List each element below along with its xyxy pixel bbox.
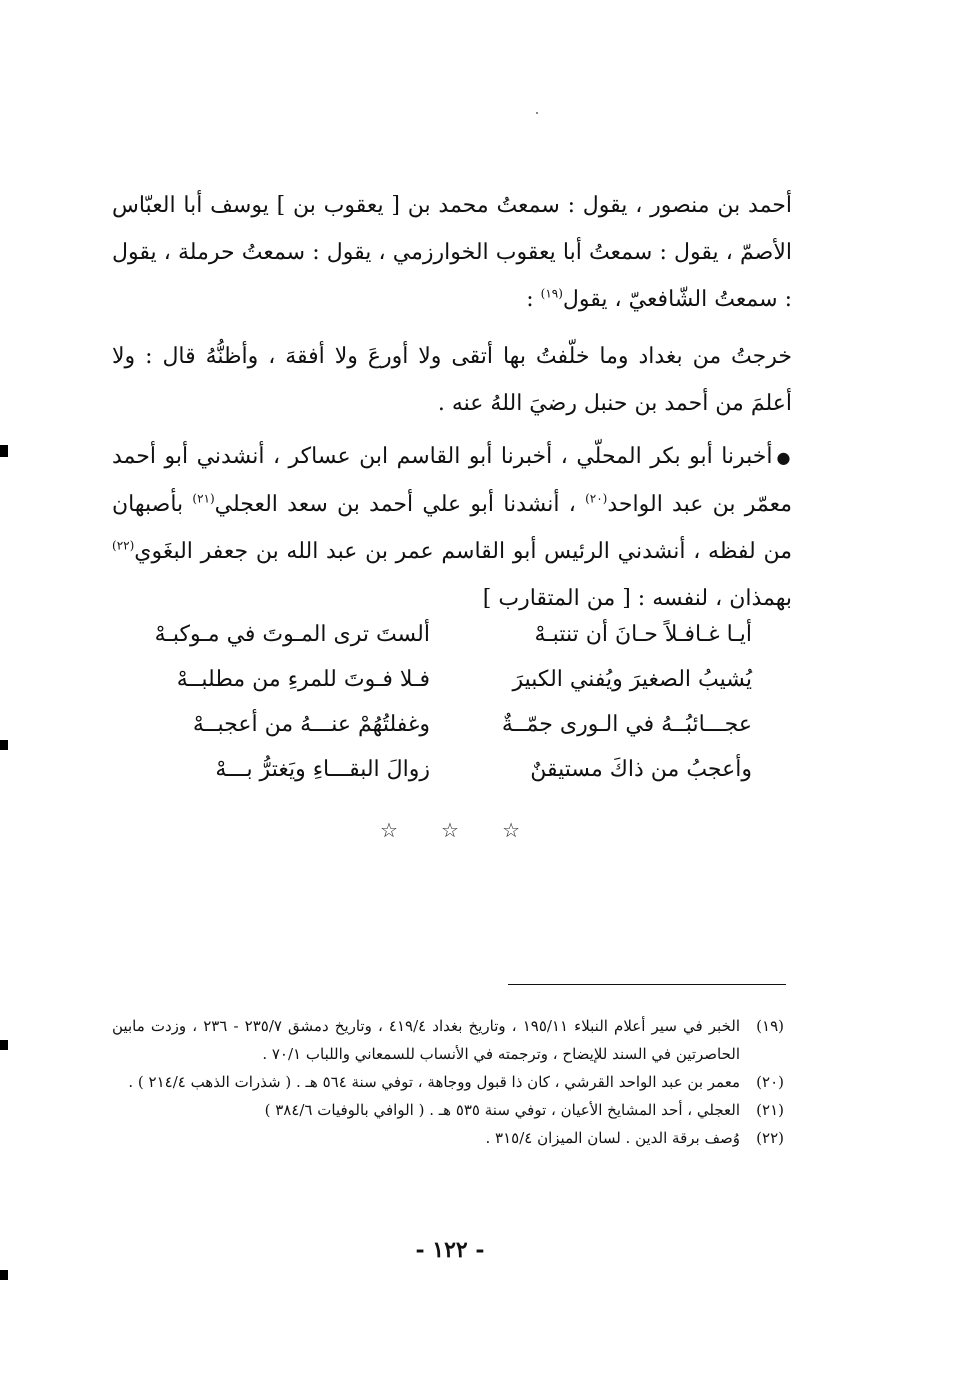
footnote-text: وُصف برقة الدين . لسان الميزان ٣١٥/٤ .	[485, 1129, 740, 1147]
page-number: - ١٢٢ -	[415, 1237, 485, 1263]
poem-verse	[140, 702, 752, 747]
scan-mark	[0, 740, 8, 750]
verse-second-hemistich: ألستَ ترى المـوتَ في مـوكبـهْ	[154, 622, 430, 647]
footnote-divider	[508, 984, 786, 985]
scan-dust	[536, 112, 538, 114]
footnote-text: العجلي ، أحد المشايخ الأعيان ، توفي سنة ٥٣٥ هـ . ( الوافي بالوفيات ٣٨٤/٦ )	[264, 1101, 740, 1119]
footnote	[112, 1124, 784, 1152]
footnote-ref: (٢٢)	[112, 538, 135, 553]
paragraph-text: أحمد بن منصور ، يقول : سمعتُ محمد بن [ يعقوب بن ] يوسف أبا العبّاس الأصمّ ، يقول : سمعتُ أبا يعقوب الخوارزمي ، يقول : سمعتُ حرملة ، يقول : سمعتُ الشّافعيّ ، يقول	[112, 193, 793, 312]
footnote-ref: (١٩)	[540, 286, 563, 301]
verse-first-hemistich: يُشيبُ الصغيرَ ويُفني الكبيرَ	[512, 667, 752, 692]
paragraph-quote	[112, 333, 792, 427]
paragraph-text: بهمذان ، لنفسه : [ من المتقارب ]	[482, 586, 792, 611]
footnote-ref: (٢١)	[192, 491, 215, 506]
paragraph-text: بأصبهان من لفظه ، أنشدني الرئيس أبو القاسم عمر بن عبد الله بن جعفر البغَوي	[112, 492, 792, 564]
footnotes	[112, 1012, 784, 1152]
paragraph-text: خرجتُ من بغداد وما خلّفتُ بها أتقى ولا أورعَ ولا أفقهَ ، وأظنُّهُ قال : ولا أعلمَ من أحمد بن حنبل رضيَ اللهُ عنه .	[112, 344, 792, 416]
footnote	[112, 1012, 784, 1068]
footnote	[112, 1096, 784, 1124]
footnote-number: (٢٢)	[756, 1129, 784, 1147]
verse-first-hemistich: وأعجبُ من ذاكَ مستيقنٌ	[530, 757, 752, 782]
paragraph-text: :	[526, 287, 541, 312]
star-icon: ☆	[441, 818, 459, 842]
scan-mark	[0, 445, 8, 457]
footnote-number: (٢٠)	[756, 1073, 784, 1091]
paragraph-narration	[112, 433, 792, 622]
star-icon: ☆	[502, 818, 520, 842]
footnote	[112, 1068, 784, 1096]
paragraph-isnad	[112, 182, 792, 323]
poem-verse	[140, 657, 752, 702]
poem-verse	[140, 747, 752, 792]
paragraph-text: أخبرنا أبو بكر المحلّي ، أخبرنا أبو القاسم ابن عساكر ، أنشدني أبو أحمد معمّر بن عبد الواحد	[112, 444, 793, 517]
footnote-text: معمر بن عبد الواحد القرشي ، كان ذا قبول ووجاهة ، توفي سنة ٥٦٤ هـ . ( شذرات الذهب ٢١٤/٤ ) .	[128, 1073, 740, 1091]
paragraph-text: ، أنشدنا أبو علي أحمد بن سعد العجلي	[214, 492, 586, 517]
poem	[140, 612, 752, 792]
verse-second-hemistich: وغفلتُهُمْ عنـــهُ من أعجبــهْ	[192, 712, 430, 737]
footnote-number: (١٩)	[756, 1017, 784, 1035]
footnote-number: (٢١)	[756, 1101, 784, 1119]
bullet-icon: ●	[776, 448, 792, 467]
footnote-ref: (٢٠)	[585, 491, 608, 506]
verse-second-hemistich: فـلا فـوتَ للمرءِ من مطلبــهْ	[176, 667, 430, 692]
poem-verse	[140, 612, 752, 657]
scan-mark	[0, 1040, 8, 1050]
verse-first-hemistich: أيـا غـافـلاً حـانَ أن تنتبـهْ	[534, 622, 752, 647]
verse-second-hemistich: زوالَ البقـــاءِ ويَغترُّ بـــهْ	[215, 757, 430, 782]
star-icon: ☆	[380, 818, 398, 842]
footnote-text: الخبر في سير أعلام النبلاء ١٩٥/١١ ، وتاريخ بغداد ٤١٩/٤ ، وتاريخ دمشق ٢٣٥/٧ - ٢٣٦ ، وزدت مابين الحاصرتين في السند للإيضاح ، وترجمته في الأنساب للسمعاني واللباب ٧٠/١ .	[112, 1017, 741, 1063]
scan-mark	[0, 1270, 8, 1280]
verse-first-hemistich: عجـــائبُــهُ في الـورى جمّــةٌ	[501, 712, 752, 737]
section-separator	[380, 818, 520, 848]
